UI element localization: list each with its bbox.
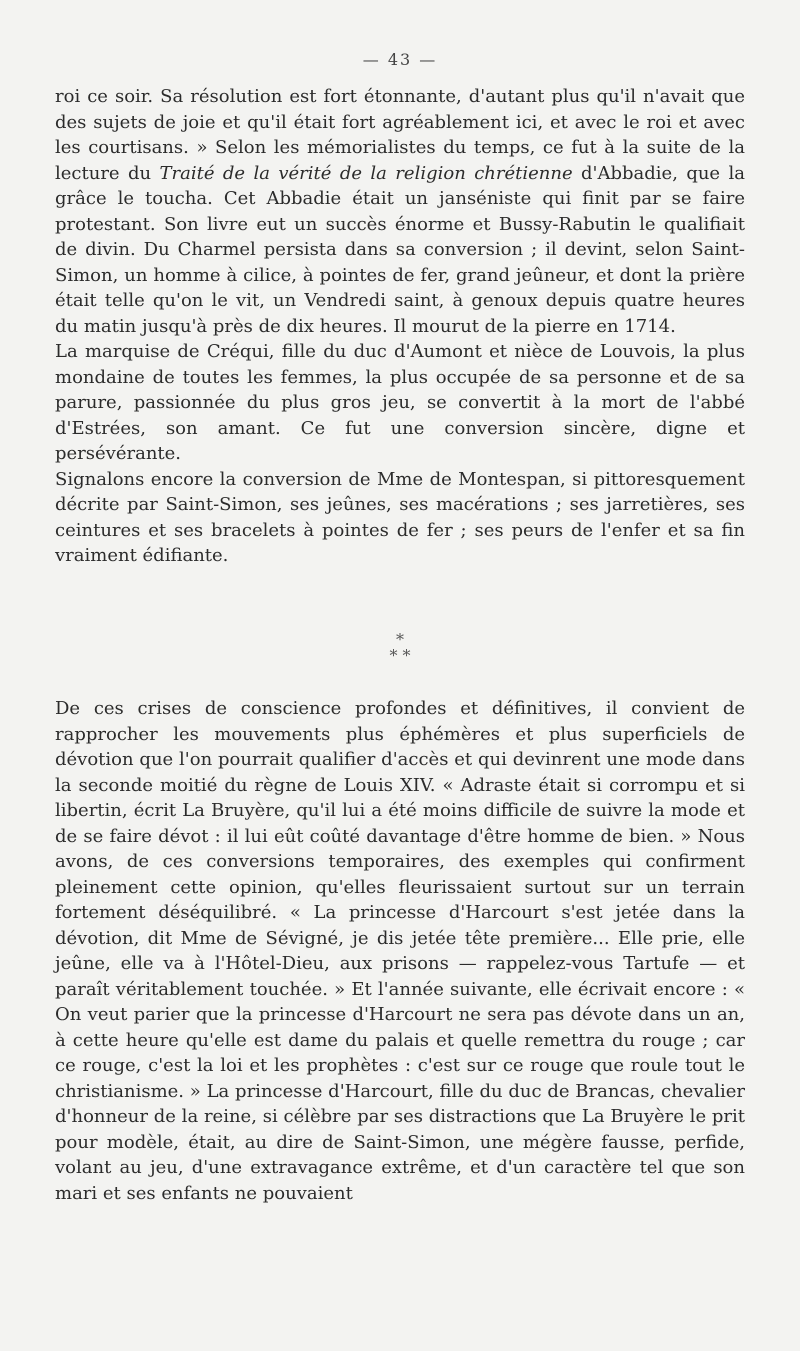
- page-number: — 43 —: [362, 50, 438, 69]
- book-page: [55, 0, 745, 1351]
- ornament-asterisks-bottom: * *: [389, 646, 411, 665]
- paragraph-1-text-a: roi ce soir. Sa résolution est fort étonnante, d'autant plus qu'il n'avait que des sujets de joie et qu'il était fort agréablement ici, et avec le roi et avec les courtisans. » Selon les mémorialistes du temps, ce fut à la suite de la lecture du: [55, 86, 745, 184]
- text-block-top: [55, 84, 745, 569]
- paragraph-3: Signalons encore la conversion de Mme de Montespan, si pittoresquement décrite par Saint-Simon, ses jeûnes, ses macérations ; ses jarretières, ses ceintures et ses bracelets à pointes de fer ; ses peurs de l'enfer et sa fin vraiment édifiante.: [55, 468, 745, 566]
- paragraph-1-text-b: d'Abbadie, que la grâce le toucha. Cet Abbadie était un janséniste qui finit par se faire protestant. Son livre eut un succès énorme et Bussy-Rabutin le qualifiait de divin. Du Charmel persista dans sa conversion ; il devint, selon Saint-Simon, un homme à cilice, à pointes de fer, grand jeûneur, et dont la prière était telle qu'on le vit, un Vendredi saint, à genoux depuis quatre heures du matin jusqu'à près de dix heures. Il mourut de la pierre en 1714.: [55, 162, 745, 337]
- section-ornament: [55, 632, 745, 664]
- paragraph-2: La marquise de Créqui, fille du duc d'Aumont et nièce de Louvois, la plus mondaine de toutes les femmes, la plus occupée de sa personne et de sa parure, passionnée du plus gros jeu, se convertit à la mort de l'abbé d'Estrées, son amant. Ce fut une conversion sincère, digne et persévérante.: [55, 341, 745, 464]
- paragraph-1: [55, 84, 745, 339]
- ornament-asterisk-top: *: [396, 630, 404, 649]
- paragraph-4: De ces crises de conscience profondes et définitives, il convient de rapprocher les mouvements plus éphémères et plus superficiels de dévotion que l'on pourrait qualifier d'accès et qui devinrent une mode dans la seconde moitié du règne de Louis XIV. « Adraste était si corrompu et si libertin, écrit La Bruyère, qu'il lui a été moins difficile de suivre la mode et de se faire dévot : il lui eût coûté davantage d'être homme de bien. » Nous avons, de ces conversions temporaires, des exemples qui confirment pleinement cette opinion, qu'elles fleurissaient surtout sur un terrain fortement déséquilibré. « La princesse d'Harcourt s'est jetée dans la dévotion, dit Mme de Sévigné, je dis jetée tête première... Elle prie, elle jeûne, elle va à l'Hôtel-Dieu, aux prisons — rappelez-vous Tartufe — et paraît véritablement touchée. » Et l'année suivante, elle écrivait encore : « On veut parier que la princesse d'Harcourt ne sera pas dévote dans un an, à cette heure qu'elle est dame du palais et quelle remettra du rouge ; car ce rouge, c'est la loi et les prophètes : c'est sur ce rouge que roule tout le christianisme. » La princesse d'Harcourt, fille du duc de Brancas, chevalier d'honneur de la reine, si célèbre par ses distractions que La Bruyère le prit pour modèle, était, au dire de Saint-Simon, une mégère fausse, perfide, volant au jeu, d'une extravagance extrême, et d'un caractère tel que son mari et ses enfants ne pouvaient: [55, 698, 745, 1204]
- book-title-italic: Traité de la vérité de la religion chrétienne: [159, 162, 573, 184]
- text-block-bottom: [55, 696, 745, 1206]
